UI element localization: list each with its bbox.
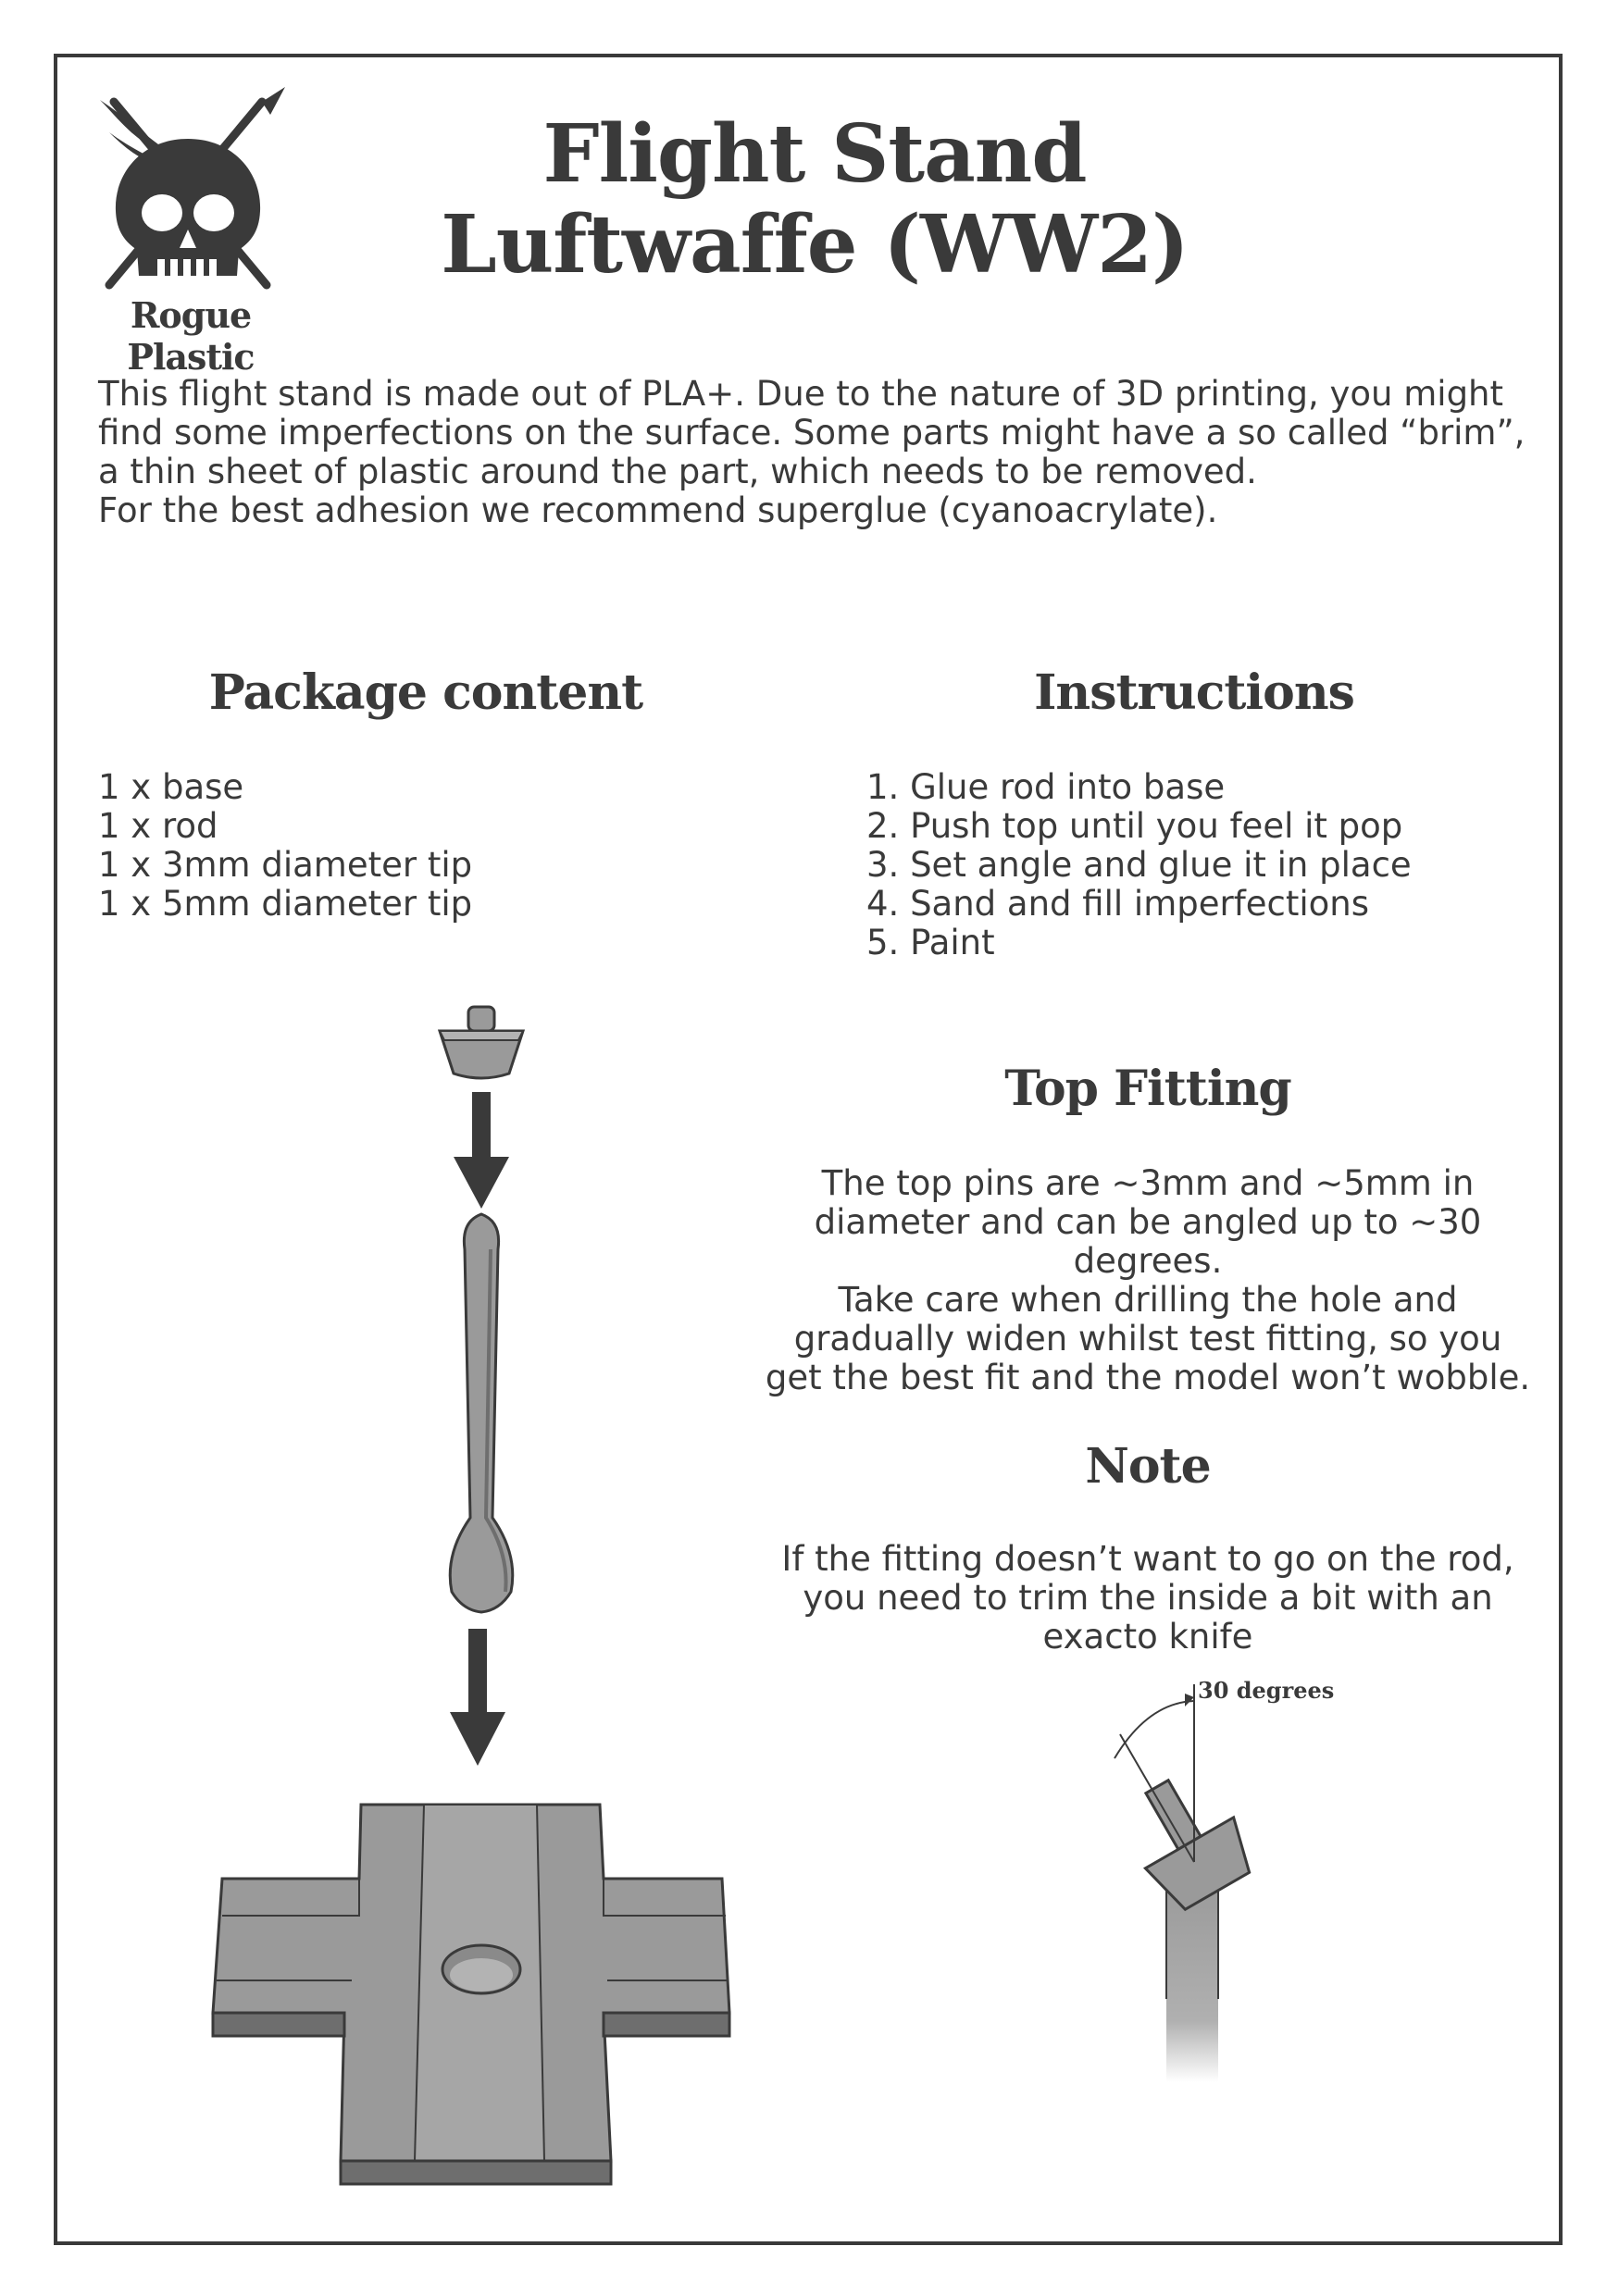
note-text — [759, 1540, 1537, 1657]
text-line: If the fitting doesn’t want to go on the rod, — [781, 1539, 1514, 1579]
angle-diagram — [1092, 1666, 1333, 2110]
package-heading: Package content — [208, 664, 643, 721]
list-item: 1 x base — [98, 767, 244, 807]
down-arrow-icon — [454, 1092, 509, 1209]
tip-fitting-icon — [440, 1007, 523, 1078]
rod-icon — [450, 1214, 513, 1612]
intro-line: find some imperfections on the surface. Some parts might have a so called “brim”, — [98, 413, 1526, 453]
base-icon — [213, 1805, 729, 2184]
brand-name: Rogue Plastic — [127, 294, 255, 378]
title-line-1: Flight Stand — [542, 107, 1087, 201]
title-line-2: Luftwaffe (WW2) — [441, 198, 1189, 292]
text-line: degrees. — [1073, 1241, 1223, 1281]
assembly-illustration — [185, 999, 833, 2203]
text-line: you need to trim the inside a bit with an — [803, 1578, 1493, 1618]
top-fitting-heading: Top Fitting — [1004, 1061, 1291, 1117]
list-item: 5. Paint — [866, 923, 995, 962]
list-item: 1 x 3mm diameter tip — [98, 845, 473, 885]
top-fitting-text — [759, 1164, 1537, 1397]
note-heading: Note — [1085, 1438, 1211, 1495]
intro-line: For the best adhesion we recommend superglue (cyanoacrylate). — [98, 490, 1218, 530]
list-item: 2. Push top until you feel it pop — [866, 806, 1403, 846]
text-line: Take care when drilling the hole and — [838, 1280, 1458, 1320]
list-item: 1 x rod — [98, 806, 218, 846]
text-line: The top pins are ~3mm and ~5mm in — [821, 1163, 1475, 1203]
text-line: exacto knife — [1042, 1617, 1253, 1657]
text-line: gradually widen whilst test fitting, so you — [793, 1319, 1502, 1359]
intro-line: This flight stand is made out of PLA+. Due to the nature of 3D printing, you might — [98, 374, 1504, 414]
instructions-heading: Instructions — [1034, 664, 1354, 721]
list-item: 1 x 5mm diameter tip — [98, 884, 473, 924]
instructions-list — [866, 768, 1412, 962]
angle-label: 30 degrees — [1198, 1677, 1335, 1704]
intro-paragraph — [98, 375, 1542, 530]
list-item: 3. Set angle and glue it in place — [866, 845, 1412, 885]
intro-line: a thin sheet of plastic around the part, which needs to be removed. — [98, 452, 1257, 491]
text-line: diameter and can be angled up to ~30 — [814, 1202, 1482, 1242]
text-line: get the best fit and the model won’t wobble. — [765, 1358, 1531, 1397]
down-arrow-icon — [450, 1629, 505, 1766]
page-title — [389, 109, 1240, 291]
package-list — [98, 768, 472, 924]
list-item: 4. Sand and fill imperfections — [866, 884, 1369, 924]
list-item: 1. Glue rod into base — [866, 767, 1226, 807]
